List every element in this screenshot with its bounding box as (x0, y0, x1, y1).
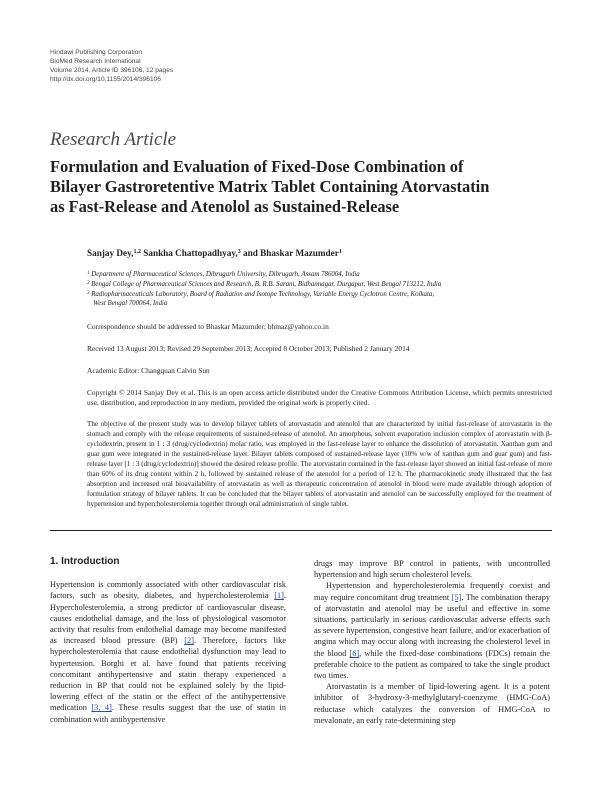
author-affiliation-mark: 1 (338, 249, 342, 255)
affiliation-mark: 3 (87, 290, 90, 296)
body-text: . Hypercholesterolemia, a strong predictor of cardiovascular disease, causes endothelial damage, and the loss of physiological vasomotor activity that results from endothelial damage may become manifested as increased blood pressure (BP) (50, 591, 286, 646)
citation-link[interactable]: [2] (184, 636, 194, 646)
article-title (50, 157, 560, 217)
author-affiliation-mark: 1,2 (133, 249, 141, 255)
journal-header (50, 48, 173, 84)
author-name: and Bhaskar Mazumder (240, 248, 339, 258)
affiliation (87, 280, 552, 290)
affiliation (87, 299, 552, 309)
affiliation (87, 290, 552, 300)
body-paragraph (314, 681, 550, 726)
affiliation (87, 270, 552, 280)
affiliation-mark: 2 (87, 280, 90, 286)
body-paragraph (314, 580, 550, 681)
publication-dates: Received 13 August 2013; Revised 29 September 2013; Accepted 8 October 2013; Published 2 January 2014 (87, 344, 410, 353)
journal-name: BioMed Research International (50, 58, 141, 65)
author-list (87, 248, 342, 258)
body-text: Hypertension is commonly associated with other cardiovascular risk factors, such as obesity, diabetes, and hypercholesterolemia (50, 580, 286, 601)
affiliation-list (87, 270, 552, 309)
body-text: . These results suggest that the use of statin in combination with antihypertensive (50, 703, 286, 724)
title-line: Formulation and Evaluation of Fixed-Dose Combination of (50, 157, 464, 176)
section-divider (50, 530, 552, 531)
affiliation-text: Radiopharmaceuticals Laboratory, Board of Radiation and Isotope Technology, Variable Energy Cyclotron Centre, Kolkata, (89, 290, 435, 298)
volume-info: Volume 2014, Article ID 396106, 12 pages (50, 67, 174, 74)
correspondence: Correspondence should be addressed to Bhaskar Mazumder; bhmaz@yahoo.co.in (87, 322, 329, 331)
affiliation-mark: 1 (87, 271, 90, 276)
citation-link[interactable]: [5] (451, 592, 462, 602)
article-type: Research Article (50, 129, 177, 150)
body-paragraph (314, 558, 550, 580)
title-line: as Fast-Release and Atenolol as Sustained-Release (50, 197, 400, 216)
author-name: Sankha Chattopadhyay, (140, 248, 238, 258)
academic-editor: Academic Editor: Changquan Calvin Sun (87, 366, 210, 375)
publisher-name: Hindawi Publishing Corporation (50, 49, 142, 56)
body-text: . The combination therapy of atorvastatin and atenolol may be useful and effective in some situations, particularly in serious cardiovascular adverse effects such as severe hypertension, congestive heart failure, and/or exacerbation of angina which may occur along with increasing the cholesterol level in the blood (314, 592, 550, 658)
body-text: , while the fixed-dose combinations (FDCs) remain the preferable choice to the patient as compared to take the single product two times. (314, 648, 551, 681)
body-text: . Therefore, factors like hypercholesterolemia that cause endothelial dysfunction may lead to hypertension. Borghi et al. have found that patients receiving concomitant antihypertensive and statin therapy experienced a reduction in BP that could not be explained solely by the lipid-lowering effect of the statin or the effect of the antihypertensive medication (50, 636, 287, 713)
body-text: drugs may improve BP control in patients, with uncontrolled hypertension and high serum cholesterol levels. (314, 559, 550, 580)
abstract: The objective of the present study was to develop bilayer tablets of atorvastatin and atenolol that are characterized by initial fast-release of atorvastatin in the stomach and comply with the release requirements of sustained-release of atenolol. An amorphous, solvent evaporation inclusion complex of atorvastatin with β-cyclodextrin, present in 1 : 3 (drug/cyclodextrin) molar ratio, was employed in the fast-release layer to enhance the dissolution of atorvastatin. Xanthan gum and guar gum were integrated in the sustained-release layer. Bilayer tablets composed of sustained-release layer (10% w/w of xanthan gum and guar gum) and fast-release layer [1 : 3 (drug/cyclodextrin)] showed the desired release profile. The atorvastatin contained in the fast-release layer showed an initial fast-release of more than 60% of its drug content within 2 h, followed by sustained release of the atenolol for a period of 12 h. The pharmacokinetic study illustrated that the fast absorption and increased oral bioavailability of atorvastatin as well as therapeutic concentration of atenolol in blood were made available through adoption of formulation strategy of bilayer tablets. It can be concluded that the bilayer tablets of atorvastatin and atenolol can be successfully employed for the treatment of hypertension and hypercholesterolemia together through oral administration of single tablet. (87, 420, 552, 508)
body-paragraph (50, 579, 286, 725)
body-text: Atorvastatin is a member of lipid-lowering agent. It is a potent inhibitor of 3-hydroxy-3-methylglutaryl-coenzyme (HMG-CoA) reductase which catalyzes the conversion of HMG-CoA to mevalonate, an early rate-determining step (314, 682, 550, 725)
copyright-notice: Copyright © 2014 Sanjay Dey et al. This is an open access article distributed under the Creative Commons Attribution License, which permits unrestricted use, distribution, and reproduction in any medium, provided the original work is properly cited. (87, 388, 552, 407)
doi-link[interactable]: http://dx.doi.org/10.1155/2014/396106 (50, 76, 161, 83)
affiliation-text: Department of Pharmaceutical Sciences, Dibrugarh University, Dibrugarh, Assam 786004, India (89, 271, 360, 278)
section-heading: 1. Introduction (50, 556, 120, 567)
author-affiliation-mark: 3 (237, 249, 241, 255)
author-name: Sanjay Dey, (87, 248, 134, 258)
title-line: Bilayer Gastroretentive Matrix Tablet Containing Atorvastatin (50, 177, 490, 196)
citation-link[interactable]: [3, 4] (91, 703, 112, 713)
affiliation-text: West Bengal 700064, India (93, 300, 168, 308)
body-text: Hypertension and hypercholesterolemia frequently coexist and may require concomitant drug treatment (314, 581, 550, 602)
right-column (314, 558, 550, 726)
left-column (50, 556, 286, 725)
citation-link[interactable]: [1] (274, 591, 284, 601)
citation-link[interactable]: [6] (349, 648, 360, 658)
affiliation-text: Bengal College of Pharmaceutical Sciences and Research, B. R.B. Sarani, Bidhannagar, Durgapur, West Bengal 713212, India (89, 280, 442, 288)
